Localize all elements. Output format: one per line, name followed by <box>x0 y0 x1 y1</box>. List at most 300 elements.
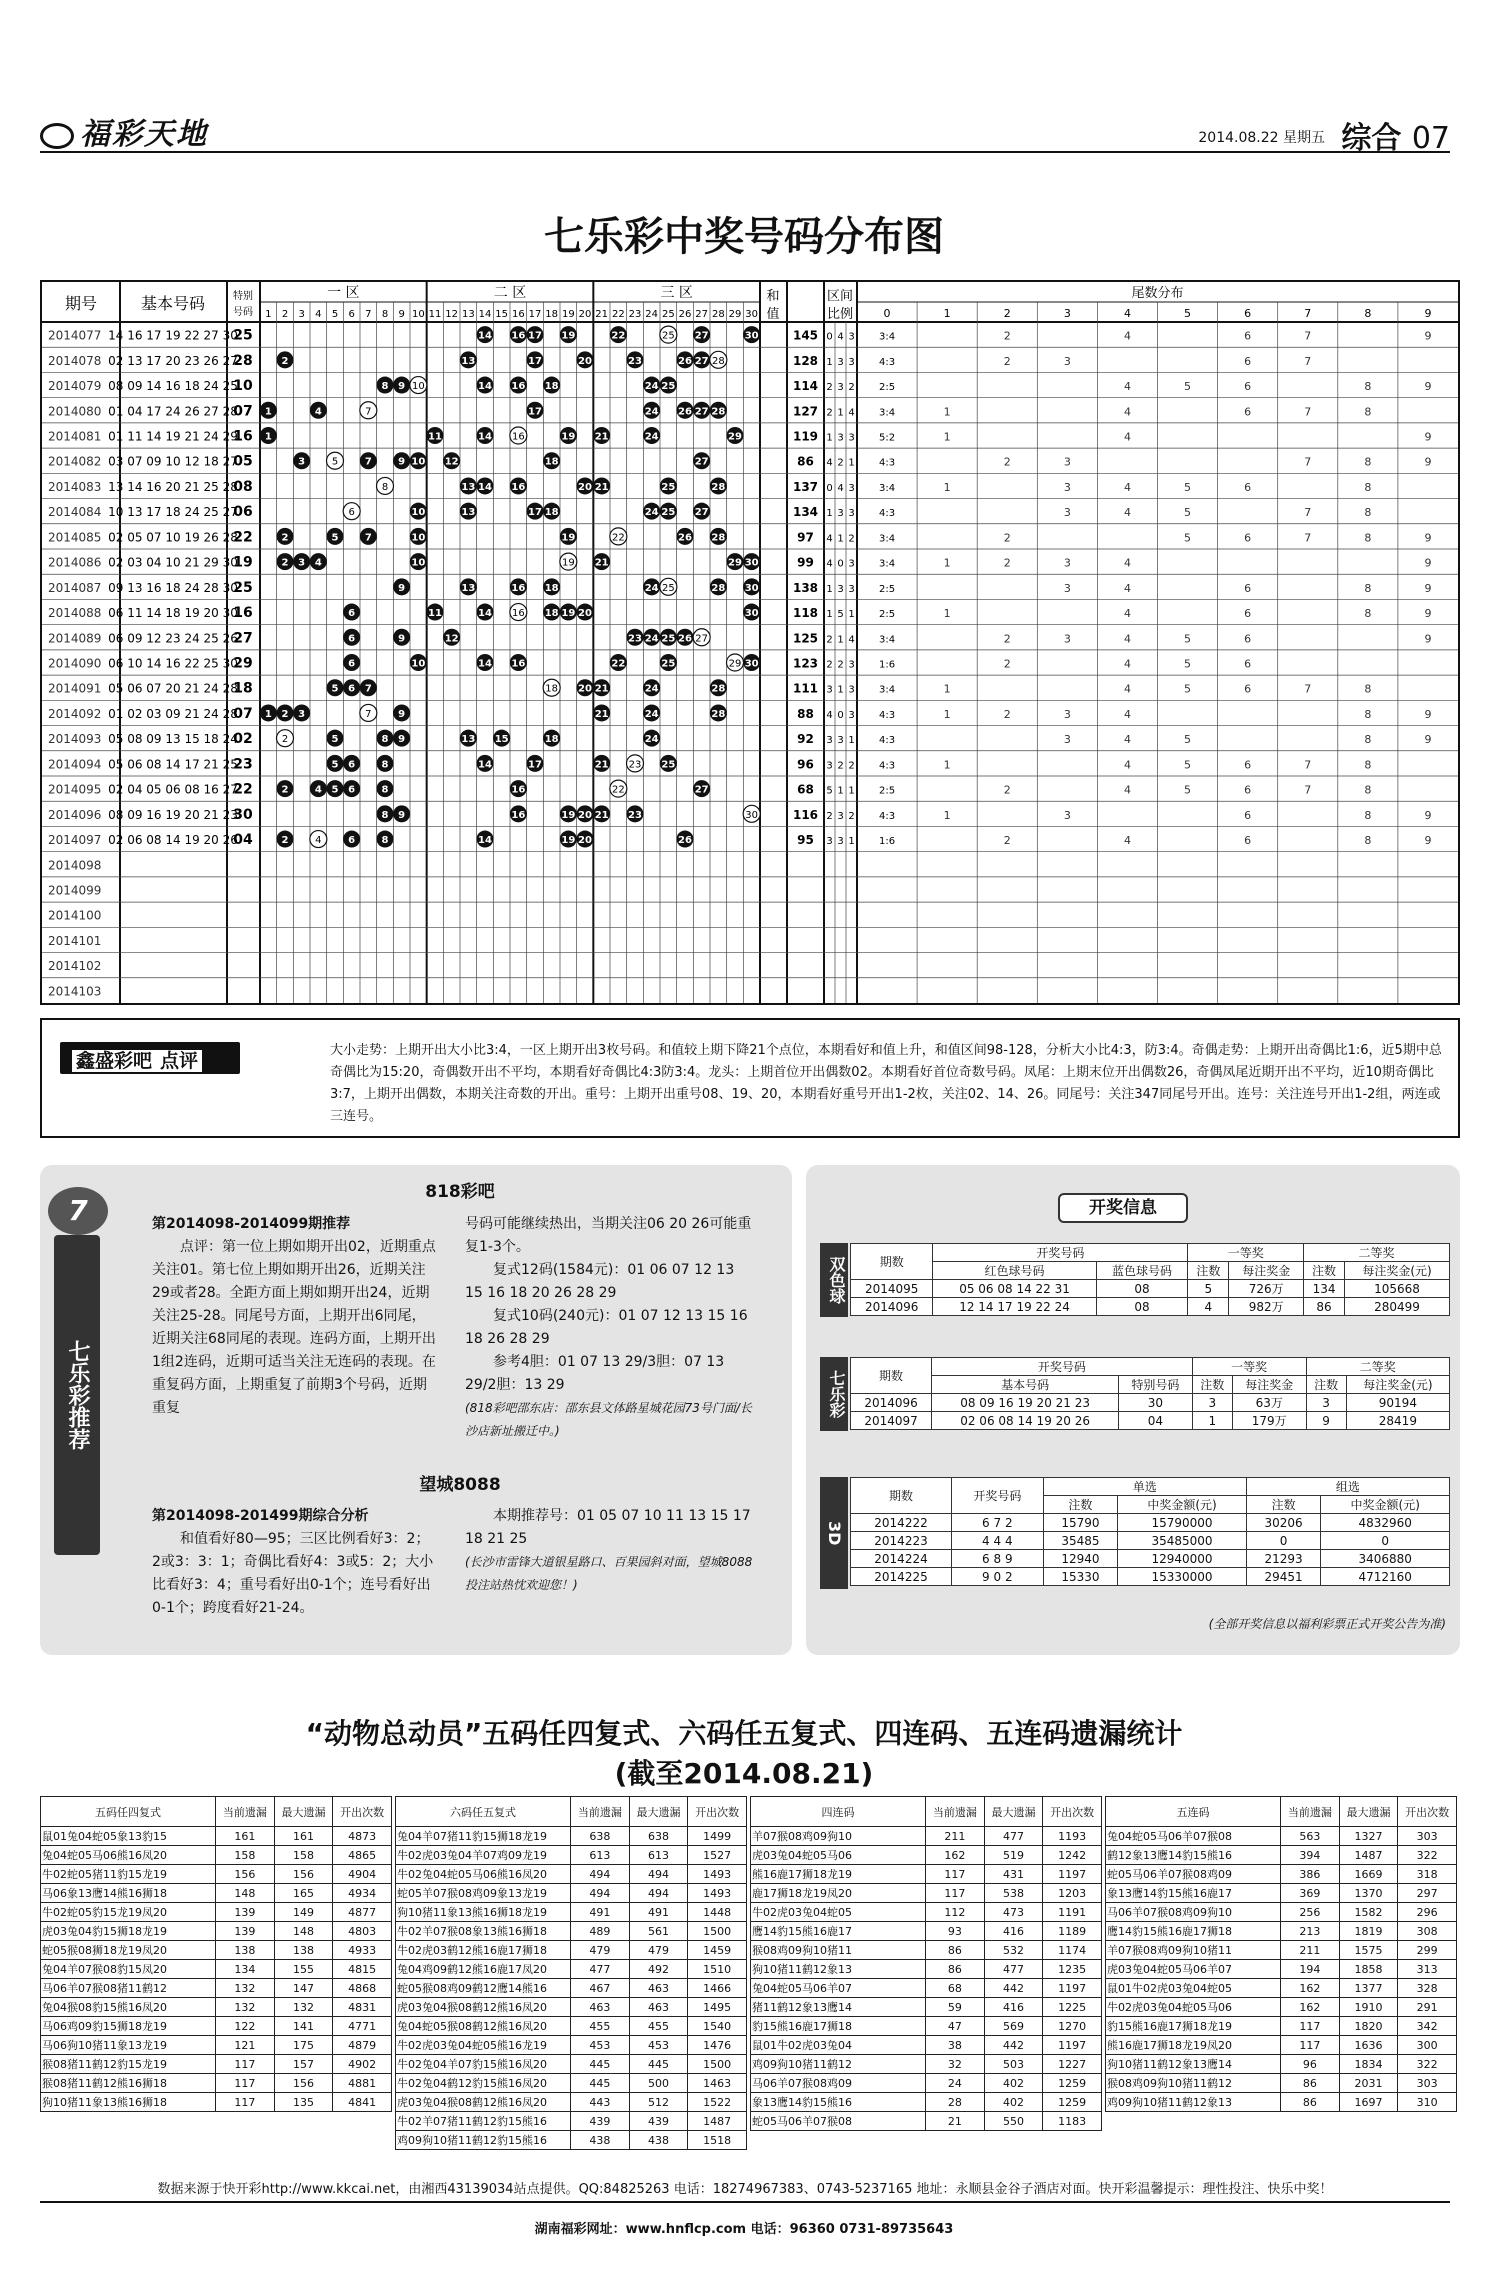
table-row <box>41 1884 392 1903</box>
tail-cell: 5 <box>1184 506 1192 520</box>
table-cell: 1327 <box>1339 1827 1398 1846</box>
col-header: 开出次数 <box>333 1797 392 1827</box>
table-cell: 蛇05猴08狮18龙19凤20 <box>41 1941 216 1960</box>
table-cell: 4933 <box>333 1941 392 1960</box>
table-cell: 4712160 <box>1321 1568 1450 1586</box>
tail-cell: 9 <box>1424 531 1432 545</box>
table-cell: 158 <box>274 1846 333 1865</box>
table-row <box>41 1865 392 1884</box>
number-header: 20 <box>578 309 592 320</box>
special-number-label: 27 <box>695 633 709 645</box>
odd-even-cell: 2:5 <box>879 382 896 394</box>
table-cell: 318 <box>1398 1865 1457 1884</box>
basic-numbers-cell: 05 08 09 13 15 18 24 <box>108 732 238 747</box>
drawn-number-label: 20 <box>578 809 592 821</box>
tail-cell: 3 <box>1063 354 1071 368</box>
drawn-number-label: 24 <box>644 633 659 645</box>
tail-header: 3 <box>1063 307 1071 320</box>
sum-cell: 134 <box>792 505 819 520</box>
table-cell: 494 <box>571 1865 630 1884</box>
drawn-number-label: 26 <box>678 835 692 847</box>
drawn-number-label: 19 <box>561 835 576 847</box>
drawn-number-label: 5 <box>331 532 339 544</box>
zone-ratio-cell: 3 <box>837 508 844 520</box>
special-number-cell: 30 <box>233 806 253 823</box>
table-cell: 4 4 4 <box>952 1532 1044 1550</box>
drawn-number-label: 21 <box>594 708 609 720</box>
qlc-badge-icon: 7 <box>48 1187 108 1235</box>
table-cell: 2031 <box>1339 2074 1398 2093</box>
zone-ratio-cell: 1 <box>826 432 833 444</box>
drawn-number-label: 21 <box>594 683 609 695</box>
zone-ratio-cell: 2 <box>837 760 844 772</box>
drawn-number-label: 3 <box>298 456 306 468</box>
tail-cell: 9 <box>1424 329 1432 343</box>
zone-ratio-cell: 3 <box>826 836 833 848</box>
table-cell: 32 <box>926 2055 985 2074</box>
zone-ratio-cell: 3 <box>837 382 844 394</box>
col-header: 红色球号码 <box>933 1262 1096 1280</box>
col-header: 一等奖 <box>1188 1244 1304 1262</box>
tail-cell: 5 <box>1184 380 1192 394</box>
zone-ratio-cell: 1 <box>848 735 855 747</box>
col-header: 注数 <box>1192 1376 1232 1394</box>
col-header-sum: 值 <box>766 307 780 322</box>
table-cell: 1370 <box>1339 1884 1398 1903</box>
sum-cell: 97 <box>797 530 814 545</box>
drawn-number-label: 14 <box>478 759 492 771</box>
drawn-number-label: 7 <box>364 456 372 468</box>
table-cell: 402 <box>984 2093 1043 2112</box>
tail-cell: 8 <box>1364 380 1372 394</box>
drawn-number-label: 9 <box>398 456 406 468</box>
special-number-cell: 29 <box>233 655 253 672</box>
table-cell: 132 <box>274 1998 333 2017</box>
table-cell: 虎03兔04蛇05马06 <box>751 1846 926 1865</box>
table-cell: 1487 <box>1339 1846 1398 1865</box>
drawn-number-label: 22 <box>611 658 626 670</box>
zone-ratio-cell: 2 <box>848 760 855 772</box>
drawn-number-label: 20 <box>578 481 592 493</box>
period-cell: 2014091 <box>48 681 102 696</box>
table-cell: 638 <box>629 1827 688 1846</box>
table-cell: 211 <box>926 1827 985 1846</box>
col-header-tail: 尾数分布 <box>1131 286 1184 301</box>
col-header: 中奖金额(元) <box>1321 1496 1450 1514</box>
drawn-number-label: 2 <box>281 532 289 544</box>
zone-ratio-cell: 1 <box>848 836 855 848</box>
drawn-number-label: 6 <box>348 633 356 645</box>
number-header: 8 <box>381 309 389 320</box>
table-cell: 1203 <box>1043 1884 1102 1903</box>
drawn-number-label: 8 <box>381 835 389 847</box>
drawn-number-label: 24 <box>644 582 659 594</box>
table-row <box>41 2093 392 2112</box>
tail-cell: 7 <box>1304 682 1312 696</box>
table-cell: 1493 <box>688 1865 747 1884</box>
drawn-number-label: 18 <box>544 456 559 468</box>
zone-ratio-cell: 4 <box>826 558 833 570</box>
section-818-heading: 第2014098-2014099期推荐 <box>152 1216 351 1232</box>
tail-cell: 1 <box>943 480 951 494</box>
qlc-label: 七乐彩 <box>820 1357 848 1431</box>
table-cell: 4841 <box>333 2093 392 2112</box>
drawn-number-label: 26 <box>678 532 692 544</box>
drawn-number-label: 26 <box>678 406 692 418</box>
table-cell: 156 <box>274 2074 333 2093</box>
table-row <box>41 2017 392 2036</box>
section-818-line: 号码可能继续热出，当期关注06 20 26可能重复1-3个。 <box>465 1216 752 1255</box>
table-cell: 138 <box>274 1941 333 1960</box>
omission-table <box>40 1796 392 2112</box>
drawn-number-label: 7 <box>364 532 372 544</box>
number-header: 26 <box>678 309 692 320</box>
table-cell: 1259 <box>1043 2074 1102 2093</box>
drawn-number-label: 16 <box>511 658 526 670</box>
drawn-number-label: 28 <box>711 708 726 720</box>
tail-cell: 8 <box>1364 758 1372 772</box>
table-cell: 鸡09狗10猪11鹤12豹15熊16 <box>396 2131 571 2150</box>
drawn-number-label: 25 <box>661 633 676 645</box>
col-header: 基本号码 <box>932 1376 1119 1394</box>
table-cell: 613 <box>571 1846 630 1865</box>
drawn-number-label: 18 <box>544 582 559 594</box>
table-cell: 4771 <box>333 2017 392 2036</box>
tail-cell: 3 <box>1063 581 1071 595</box>
tail-cell: 1 <box>943 707 951 721</box>
special-number-cell: 25 <box>233 327 253 344</box>
table-row <box>851 1394 1450 1412</box>
col-header: 单选 <box>1043 1478 1246 1496</box>
tail-cell: 4 <box>1123 480 1131 494</box>
table-cell: 322 <box>1398 1846 1457 1865</box>
tail-cell: 1 <box>943 607 951 621</box>
table-cell: 68 <box>926 1979 985 1998</box>
col-header: 六码任五复式 <box>396 1797 571 1827</box>
table-cell: 1510 <box>688 1960 747 1979</box>
table-row <box>396 1979 747 1998</box>
table-cell: 蛇05猴08鸡09鹤12鹰14熊16 <box>396 1979 571 1998</box>
basic-numbers-cell: 05 06 08 14 17 21 25 <box>108 757 238 772</box>
table-cell: 29451 <box>1246 1568 1321 1586</box>
drawn-number-label: 5 <box>331 784 339 796</box>
table-row <box>1106 1941 1457 1960</box>
zone-ratio-cell: 1 <box>826 583 833 595</box>
basic-numbers-cell: 08 09 16 19 20 21 23 <box>108 807 238 822</box>
table-row <box>1106 2055 1457 2074</box>
drawn-number-label: 9 <box>398 582 406 594</box>
zone-ratio-cell: 3 <box>826 760 833 772</box>
tail-cell: 1 <box>943 682 951 696</box>
table-cell: 445 <box>571 2055 630 2074</box>
table-cell: 牛02虎03兔04蛇05熊16龙19 <box>396 2036 571 2055</box>
tail-cell: 8 <box>1364 707 1372 721</box>
table-cell: 310 <box>1398 2093 1457 2112</box>
page-title: 七乐彩中奖号码分布图 <box>544 214 944 260</box>
table-row <box>751 1827 1102 1846</box>
table-cell: 473 <box>984 1903 1043 1922</box>
table-cell: 112 <box>926 1903 985 1922</box>
special-number-label: 6 <box>348 507 355 519</box>
table-cell: 牛02兔04蛇05马06熊16凤20 <box>396 1865 571 1884</box>
basic-numbers-cell: 06 10 14 16 22 25 30 <box>108 656 238 671</box>
special-number-label: 29 <box>728 658 742 670</box>
zone-ratio-cell: 4 <box>848 407 855 419</box>
table-cell: 3 <box>1306 1394 1346 1412</box>
tail-cell: 9 <box>1424 632 1432 646</box>
drawn-number-label: 27 <box>694 355 709 367</box>
basic-numbers-cell: 06 09 12 23 24 25 26 <box>108 631 238 646</box>
number-header: 18 <box>545 309 559 320</box>
table-cell: 1669 <box>1339 1865 1398 1884</box>
table-cell: 445 <box>629 2055 688 2074</box>
drawn-number-label: 6 <box>348 784 356 796</box>
table-cell: 牛02羊07猪11鹤12豹15熊16 <box>396 2112 571 2131</box>
tail-cell: 1 <box>943 405 951 419</box>
table-cell: 象13鹰14豹15熊16 <box>751 2093 926 2112</box>
number-header: 27 <box>695 309 709 320</box>
col-header: 注数 <box>1306 1376 1346 1394</box>
drawn-number-label: 25 <box>661 507 676 519</box>
table-cell: 503 <box>984 2055 1043 2074</box>
special-number-cell: 25 <box>233 579 253 596</box>
sum-cell: 86 <box>797 454 814 469</box>
table-cell: 4831 <box>333 1998 392 2017</box>
sum-cell: 127 <box>792 404 819 419</box>
zone-ratio-cell: 2 <box>848 810 855 822</box>
drawn-number-label: 19 <box>561 431 576 443</box>
table-cell: 117 <box>1281 2036 1340 2055</box>
table-cell: 161 <box>216 1827 275 1846</box>
section-8088-text: 和值看好80—95；三区比例看好3：2；2或3：3：1；奇偶比看好4：3或5：2；大小比看好3：4；重号看好出0-1个；连号看好出0-1个；跨度看好21-24。 <box>152 1531 434 1616</box>
table-row <box>751 1903 1102 1922</box>
table-cell: 86 <box>926 1941 985 1960</box>
sum-cell: 68 <box>797 782 814 797</box>
tail-cell: 9 <box>1424 430 1432 444</box>
section-818-address: (818彩吧邵东店：邵东县文体路星城花园73号门面/长沙店新址搬迁中。) <box>465 1401 752 1438</box>
tail-cell: 5 <box>1184 682 1192 696</box>
special-number-cell: 02 <box>233 731 253 748</box>
table-cell: 442 <box>984 1979 1043 1998</box>
table-cell: 1197 <box>1043 2036 1102 2055</box>
number-header: 11 <box>428 309 442 320</box>
table-cell: 86 <box>1281 2074 1340 2093</box>
table-row <box>751 1941 1102 1960</box>
table-cell: 羊07猴08鸡09狗10 <box>751 1827 926 1846</box>
table-row <box>851 1412 1450 1430</box>
sum-cell: 92 <box>797 732 814 747</box>
table-cell: 猴08猪11鹤12豹15龙19 <box>41 2055 216 2074</box>
drawn-number-label: 24 <box>644 431 659 443</box>
table-cell: 416 <box>984 1998 1043 2017</box>
drawn-number-label: 15 <box>494 734 509 746</box>
tail-cell: 1 <box>943 758 951 772</box>
table-cell: 鼠01牛02虎03兔04蛇05 <box>1106 1979 1281 1998</box>
table-row <box>41 2074 392 2093</box>
drawn-number-label: 14 <box>478 835 492 847</box>
col-header: 开出次数 <box>1043 1797 1102 1827</box>
zone-ratio-cell: 3 <box>848 508 855 520</box>
table-row <box>1106 1903 1457 1922</box>
zone-header: 一 区 <box>327 285 360 301</box>
sum-cell: 116 <box>792 807 819 822</box>
zone-ratio-cell: 2 <box>826 382 833 394</box>
sum-cell: 138 <box>792 580 819 595</box>
tail-header: 8 <box>1364 307 1372 320</box>
section-8088-col1 <box>152 1505 437 1620</box>
tail-cell: 9 <box>1424 455 1432 469</box>
drawn-number-label: 26 <box>678 355 692 367</box>
tail-cell: 2 <box>1003 455 1011 469</box>
zone-ratio-cell: 3 <box>826 735 833 747</box>
zone-ratio-cell: 3 <box>837 356 844 368</box>
drawn-number-label: 4 <box>314 406 322 418</box>
drawn-number-label: 17 <box>528 759 542 771</box>
special-number-label: 7 <box>365 406 372 418</box>
table-cell: 兔04蛇05马06熊16凤20 <box>41 1846 216 1865</box>
drawn-number-label: 8 <box>381 734 389 746</box>
table-cell: 443 <box>571 2093 630 2112</box>
col-header: 蓝色球号码 <box>1096 1262 1188 1280</box>
table-cell: 477 <box>984 1960 1043 1979</box>
table-header-row <box>41 1797 392 1827</box>
drawn-number-label: 29 <box>728 557 742 569</box>
section-818-line: 复式12码(1584元)：01 06 07 12 13 15 16 18 20 26 28 29 <box>465 1262 735 1301</box>
table-cell: 117 <box>216 2055 275 2074</box>
section-8088-line: 本期推荐号：01 05 07 10 11 13 15 17 18 21 25 <box>465 1508 751 1547</box>
tail-cell: 2 <box>1003 354 1011 368</box>
table-cell: 165 <box>274 1884 333 1903</box>
number-header: 25 <box>661 309 675 320</box>
table-cell: 1487 <box>688 2112 747 2131</box>
period-cell: 2014079 <box>48 379 102 394</box>
table-row <box>751 1884 1102 1903</box>
col-header: 每注奖金 <box>1229 1262 1304 1280</box>
col-header: 期数 <box>851 1358 932 1394</box>
basic-numbers-cell: 09 13 16 18 24 28 30 <box>108 580 238 595</box>
drawn-number-label: 8 <box>381 759 389 771</box>
period-cell: 2014101 <box>48 933 102 948</box>
basic-numbers-cell: 13 14 16 20 21 25 28 <box>108 479 238 494</box>
table-cell: 1834 <box>1339 2055 1398 2074</box>
sum-cell: 119 <box>792 429 819 444</box>
drawn-number-label: 8 <box>381 381 389 393</box>
tail-cell: 2 <box>1003 834 1011 848</box>
table-row <box>851 1298 1450 1316</box>
table-row <box>41 1903 392 1922</box>
drawn-number-label: 5 <box>331 734 339 746</box>
draw-info-note: (全部开奖信息以福利彩票正式开奖公告为准) <box>1208 1617 1446 1631</box>
tail-cell: 6 <box>1244 354 1252 368</box>
table-row <box>1106 1827 1457 1846</box>
tail-cell: 1 <box>943 808 951 822</box>
table-row <box>396 2112 747 2131</box>
table-cell: 豹15熊16鹿17狮18龙19 <box>1106 2017 1281 2036</box>
table-cell: 24 <box>926 2074 985 2093</box>
table-cell: 1910 <box>1339 1998 1398 2017</box>
table-cell: 532 <box>984 1941 1043 1960</box>
table-cell: 牛02虎03兔04蛇05 <box>751 1903 926 1922</box>
special-number-label: 10 <box>411 381 425 393</box>
table-cell: 牛02虎03兔04蛇05马06 <box>1106 1998 1281 2017</box>
table-row <box>751 1865 1102 1884</box>
drawn-number-label: 10 <box>411 532 426 544</box>
table-cell: 35485 <box>1043 1532 1118 1550</box>
recommendation-panel <box>40 1165 792 1655</box>
table-cell: 445 <box>571 2074 630 2093</box>
table-cell: 1819 <box>1339 1922 1398 1941</box>
drawn-number-label: 1 <box>264 431 272 443</box>
drawn-number-label: 9 <box>398 381 406 393</box>
table-cell: 416 <box>984 1922 1043 1941</box>
table-cell: 30206 <box>1246 1514 1321 1532</box>
period-cell: 2014095 <box>48 782 102 797</box>
col-header: 开奖号码 <box>932 1358 1193 1376</box>
table-cell: 613 <box>629 1846 688 1865</box>
zone-ratio-cell: 3 <box>848 356 855 368</box>
period-cell: 2014078 <box>48 353 102 368</box>
table-cell: 156 <box>216 1865 275 1884</box>
drawn-number-label: 2 <box>281 784 289 796</box>
col-header-period: 期号 <box>64 294 98 313</box>
table-cell: 328 <box>1398 1979 1457 1998</box>
table-cell: 熊16鹿17狮18龙19凤20 <box>1106 2036 1281 2055</box>
drawn-number-label: 25 <box>661 381 676 393</box>
drawn-number-label: 18 <box>544 507 559 519</box>
tail-cell: 3 <box>1063 506 1071 520</box>
period-cell: 2014083 <box>48 479 102 494</box>
drawn-number-label: 21 <box>594 759 609 771</box>
table-cell: 4 <box>1188 1298 1229 1316</box>
table-cell: 479 <box>629 1941 688 1960</box>
special-number-label: 8 <box>381 481 389 493</box>
table-cell: 鹰14豹15熊16鹿17 <box>751 1922 926 1941</box>
section-8088-title: 望城8088 <box>419 1475 501 1495</box>
table-cell: 322 <box>1398 2055 1457 2074</box>
number-header: 28 <box>711 309 725 320</box>
zone-ratio-cell: 4 <box>826 709 833 721</box>
zone-header: 三 区 <box>660 285 693 301</box>
zone-ratio-cell: 1 <box>848 457 855 469</box>
table-cell: 139 <box>216 1922 275 1941</box>
number-header: 24 <box>645 309 659 320</box>
table-cell: 59 <box>926 1998 985 2017</box>
table-cell: 1377 <box>1339 1979 1398 1998</box>
col-header: 开奖号码 <box>952 1478 1044 1514</box>
table-row <box>1106 2036 1457 2055</box>
odd-even-cell: 3:4 <box>879 684 896 696</box>
drawn-number-label: 28 <box>711 683 726 695</box>
zone-ratio-cell: 3 <box>848 558 855 570</box>
period-cell: 2014084 <box>48 505 102 520</box>
table-cell: 157 <box>274 2055 333 2074</box>
odd-even-cell: 5:2 <box>879 432 896 444</box>
drawn-number-label: 24 <box>644 734 659 746</box>
period-cell: 2014102 <box>48 959 102 974</box>
col-header: 最大遗漏 <box>1339 1797 1398 1827</box>
table-cell: 马06鸡09豹15狮18龙19 <box>41 2017 216 2036</box>
table-cell: 1242 <box>1043 1846 1102 1865</box>
special-number-cell: 27 <box>233 630 253 647</box>
table-cell: 猴08鸡09狗10猪11鹤12 <box>1106 2074 1281 2093</box>
drawn-number-label: 16 <box>511 481 526 493</box>
tail-cell: 3 <box>1063 455 1071 469</box>
table-row <box>396 1941 747 1960</box>
table-cell: 2014223 <box>851 1532 952 1550</box>
table-cell: 羊07猴08鸡09狗10猪11 <box>1106 1941 1281 1960</box>
basic-numbers-cell: 02 04 05 06 08 16 27 <box>108 782 238 797</box>
number-header: 14 <box>478 309 492 320</box>
